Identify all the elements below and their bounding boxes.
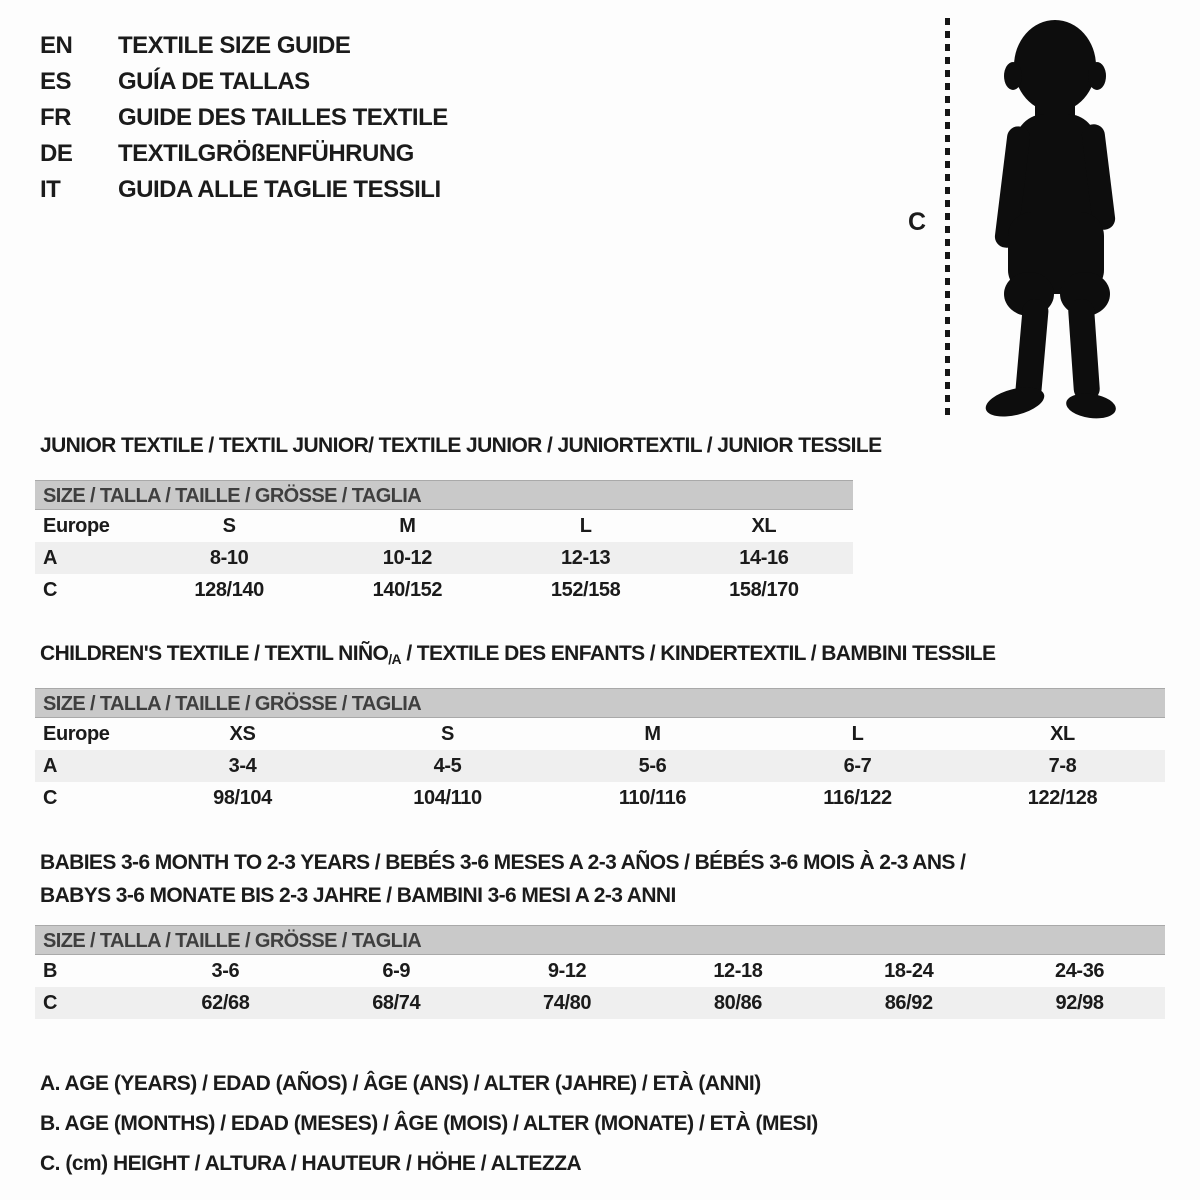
size-cell: L (579, 515, 592, 537)
value-cell: 80/86 (713, 992, 762, 1014)
language-code: ES (40, 68, 72, 95)
value-cell: 74/80 (543, 992, 592, 1014)
legend-line-a: A. AGE (YEARS) / EDAD (AÑOS) / ÂGE (ANS) / ALTER (JAHRE) / ETÀ (ANNI) (40, 1072, 761, 1095)
value-cell: 12-13 (561, 547, 611, 569)
row-label: Europe (43, 723, 110, 745)
junior-table-header-bar: SIZE / TALLA / TAILLE / GRÖSSE / TAGLIA (35, 480, 853, 510)
value-cell: 3-4 (228, 755, 257, 777)
row-label: A (43, 755, 58, 777)
row-label: C (43, 579, 58, 601)
value-cell: 7-8 (1048, 755, 1077, 777)
size-cell: M (399, 515, 416, 537)
children-size-table (35, 688, 1165, 814)
value-cell: 110/116 (618, 787, 687, 809)
size-cell: XS (229, 723, 256, 745)
value-cell: 3-6 (211, 960, 240, 982)
height-measure-label: C (908, 208, 927, 236)
height-measure-dashed-line (945, 18, 950, 418)
language-row-de (40, 136, 448, 172)
row-label: B (43, 960, 58, 982)
value-cell: 140/152 (372, 579, 443, 601)
value-cell: 9-12 (547, 960, 587, 982)
babies-row-months (35, 955, 1165, 987)
language-list (40, 28, 448, 208)
children-table-header-bar: SIZE / TALLA / TAILLE / GRÖSSE / TAGLIA (35, 688, 1165, 718)
row-label: A (43, 547, 58, 569)
value-cell: 24-36 (1054, 960, 1105, 982)
legend-line-c: C. (cm) HEIGHT / ALTURA / HAUTEUR / HÖHE / ALTEZZA (40, 1152, 582, 1175)
size-cell: S (222, 515, 236, 537)
value-cell: 5-6 (638, 755, 667, 777)
value-cell: 12-18 (713, 960, 763, 982)
value-cell: 18-24 (884, 960, 934, 982)
junior-row-age (35, 542, 853, 574)
children-row-age (35, 750, 1165, 782)
value-cell: 68/74 (372, 992, 421, 1014)
row-label: Europe (43, 515, 110, 537)
language-title: GUIDE DES TAILLES TEXTILE (118, 104, 448, 131)
value-cell: 116/122 (823, 787, 892, 809)
babies-title-line2: BABYS 3-6 MONATE BIS 2-3 JAHRE / BAMBINI 3-6 MESI A 2-3 ANNI (40, 884, 676, 907)
language-title: TEXTILGRÖßENFÜHRUNG (118, 140, 414, 167)
value-cell: 92/98 (1055, 992, 1104, 1014)
language-row-en (40, 28, 448, 64)
language-title: GUÍA DE TALLAS (118, 68, 310, 95)
value-cell: 6-7 (843, 755, 872, 777)
junior-size-table (35, 480, 853, 606)
row-label: C (43, 992, 58, 1014)
value-cell: 152/158 (550, 579, 621, 601)
language-code: IT (40, 176, 61, 203)
value-cell: 10-12 (382, 547, 432, 569)
children-row-europe (35, 718, 1165, 750)
value-cell: 158/170 (729, 579, 799, 601)
junior-section-title: JUNIOR TEXTILE / TEXTIL JUNIOR/ TEXTILE JUNIOR / JUNIORTEXTIL / JUNIOR TESSILE (40, 434, 882, 457)
language-code: DE (40, 140, 73, 167)
children-title-text: / TEXTILE DES ENFANTS / KINDERTEXTIL / BAMBINI TESSILE (401, 642, 996, 665)
babies-table-header-bar: SIZE / TALLA / TAILLE / GRÖSSE / TAGLIA (35, 925, 1165, 955)
value-cell: 104/110 (413, 787, 482, 809)
junior-row-height (35, 574, 853, 606)
children-section-title (40, 642, 995, 667)
babies-section-title (40, 846, 965, 912)
size-cell: L (851, 723, 864, 745)
children-title-text: CHILDREN'S TEXTILE / TEXTIL NIÑO (40, 642, 389, 665)
toddler-silhouette-icon (963, 14, 1148, 422)
language-code: EN (40, 32, 73, 59)
value-cell: 86/92 (884, 992, 933, 1014)
language-row-it (40, 172, 448, 208)
value-cell: 122/128 (1027, 787, 1098, 809)
value-cell: 98/104 (213, 787, 272, 809)
language-row-fr (40, 100, 448, 136)
babies-row-height (35, 987, 1165, 1019)
language-title: TEXTILE SIZE GUIDE (118, 32, 351, 59)
babies-size-table (35, 925, 1165, 1019)
value-cell: 8-10 (209, 547, 249, 569)
value-cell: 14-16 (739, 547, 789, 569)
size-cell: S (441, 723, 454, 745)
value-cell: 128/140 (194, 579, 264, 601)
size-cell: XL (751, 515, 777, 537)
babies-title-line1: BABIES 3-6 MONTH TO 2-3 YEARS / BEBÉS 3-6 MESES A 2-3 AÑOS / BÉBÉS 3-6 MOIS À 2-3 ANS / (40, 851, 966, 874)
language-code: FR (40, 104, 71, 131)
size-cell: M (644, 723, 661, 745)
children-title-subscript: /A (388, 651, 402, 667)
children-row-height (35, 782, 1165, 814)
language-title: GUIDA ALLE TAGLIE TESSILI (118, 176, 441, 203)
legend-line-b: B. AGE (MONTHS) / EDAD (MESES) / ÂGE (MOIS) / ALTER (MONATE) / ETÀ (MESI) (40, 1112, 818, 1135)
value-cell: 6-9 (382, 960, 411, 982)
size-cell: XL (1050, 723, 1075, 745)
junior-row-europe (35, 510, 853, 542)
value-cell: 4-5 (433, 755, 462, 777)
language-row-es (40, 64, 448, 100)
row-label: C (43, 787, 58, 809)
value-cell: 62/68 (201, 992, 250, 1014)
measurement-legend (40, 1064, 818, 1184)
